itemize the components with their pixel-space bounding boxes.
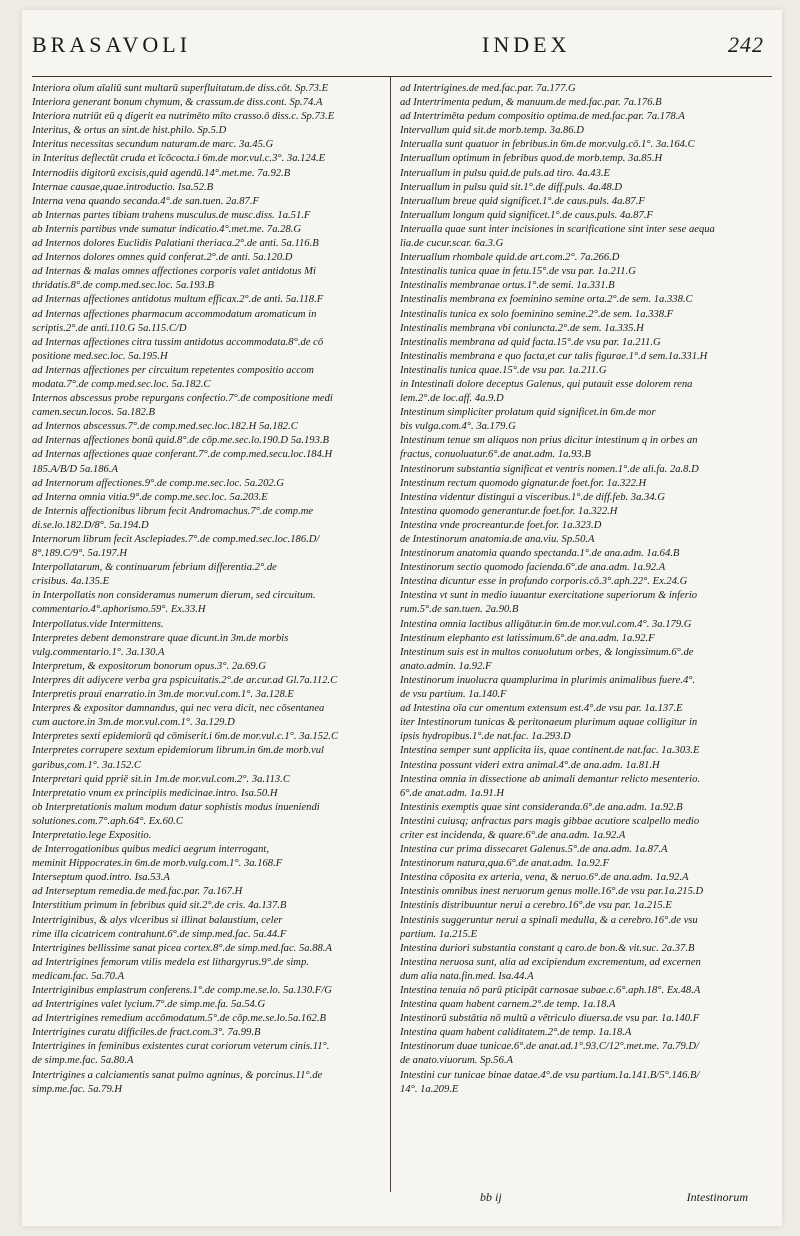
index-entry-line: dum alia nata.fin.med. Isa.44.A — [400, 970, 534, 982]
running-header — [32, 32, 772, 60]
index-entry-line: Interitus necessitas secundum naturam.de marc. 3a.45.G — [32, 139, 274, 151]
index-entry-line: Interuallum in pulsu quid.de puls.ad tiro. 4a.43.E — [400, 167, 611, 179]
index-entry-line: Intestina semper sunt applicita iis, quae continent.de nat.fac. 1a.303.E — [400, 745, 700, 757]
index-entry-line: ad Internas affectiones per circuitum repetentes compositio accom — [32, 364, 314, 376]
index-entry-line: camen.secun.locos. 5a.182.B — [32, 407, 155, 419]
index-entry-line: Interiora oīum aīaliū sunt multarū superfluitatum.de diss.cōt. Sp.73.E — [32, 83, 329, 94]
index-entry-line: Intertrigines curatu difficiles.de fract.com.3°. 7a.99.B — [32, 1027, 261, 1039]
index-entry-line: in Interpollatis non consideramus numerum dierum, sed circuitum. — [32, 590, 316, 602]
index-entry-line: rime illa cicatricem contrahunt.6°.de simp.med.fac. 5a.44.F — [32, 928, 287, 940]
index-entry-line: Intestina vt sunt in medio iuuantur exercitatione superiorum & inferio — [400, 590, 698, 602]
index-entry-line: bis vulga.com.4°. 3a.179.G — [400, 421, 516, 433]
column-divider — [390, 76, 391, 1192]
index-entry-line: ipsis hydropibus.1°.de nat.fac. 1a.293.D — [400, 731, 571, 743]
page-footer — [32, 1190, 772, 1208]
index-entry-line: ad Internas affectiones quae conferant.7°.de comp.med.secu.loc.184.H — [32, 449, 333, 461]
index-entry-line: Intertriginibus, & alys vlceribus si illinat balaustium, celer — [32, 914, 283, 926]
index-entry-line: simp.me.fac. 5a.79.H — [32, 1083, 123, 1095]
index-page — [22, 10, 782, 1226]
index-entry-line: ad Intertrigines remedium accōmodatum.5°.de cōp.me.se.lo.5a.162.B — [32, 1013, 326, 1025]
index-entry-line: iter Intestinorum tunicas & peritonaeum plurimum aquae colligitur in — [400, 717, 698, 729]
index-entry-line: Interpres dit adiycere verba gra pspicuitatis.2°.de ar.cur.ad Gl.7a.112.C — [32, 674, 338, 686]
index-entry-line: Intestinalis membranae ortus.1°.de semi. 1a.331.B — [400, 280, 615, 292]
index-entry-line: Intertriginibus emplastrum conferens.1°.de comp.me.se.lo. 5a.130.F/G — [32, 985, 332, 996]
index-entry-line: medicam.fac. 5a.70.A — [32, 970, 125, 982]
index-entry-line: Intestinis omnibus inest neruorum genus molle.16°.de vsu par.1a.215.D — [400, 886, 704, 898]
index-entry-line: Intestinis exemptis quae sint consideranda.6°.de ana.adm. 1a.92.B — [400, 801, 683, 813]
index-entry-line: 8°.189.C/9°. 5a.197.H — [32, 548, 127, 560]
index-entry-line: Intestina duriori substantia constant q caro.de bon.& vit.suc. 2a.37.B — [400, 942, 695, 954]
index-entry-line: Intestinum elephanto est latissimum.6°.de ana.adm. 1a.92.F — [400, 632, 655, 644]
index-entry-line: Intertrigines in feminibus existentes curat coriorum veterum cinis.11°. — [32, 1041, 330, 1053]
index-entry-line: ad Internos abscessus.7°.de comp.med.sec.loc.182.H 5a.182.C — [32, 421, 298, 433]
index-entry-line: Interpollatarum, & continuarum febrium differentia.2°.de — [32, 562, 277, 574]
index-entry-line: Intestinalis tunica ex solo foeminino semine.2°.de sem. 1a.338.F — [400, 308, 674, 320]
index-entry-line: de anato.viuorum. Sp.56.A — [400, 1055, 513, 1067]
index-entry-line: anato.admin. 1a.92.F — [400, 660, 492, 672]
index-entry-line: Intestinorum anatomia quando spectanda.1°.de ana.adm. 1a.64.B — [400, 548, 680, 560]
index-entry-line: thridatis.8°.de comp.med.sec.loc. 5a.193.B — [32, 280, 214, 292]
signature-mark: bb ij — [480, 1190, 502, 1204]
index-entry-line: ad Intertrigines.de med.fac.par. 7a.177.G — [400, 83, 576, 94]
index-entry-line: ad Intertrigines valet lycium.7°.de simp.me.fa. 5a.54.G — [32, 999, 266, 1011]
index-entry-line: Intestinalis tunica quae in fetu.15°.de vsu par. 1a.211.G — [400, 266, 636, 278]
index-entry-line: Intestinorum substantia significat et ventris nomen.1°.de ali.fa. 2a.8.D — [400, 463, 699, 475]
index-entry-line: solutiones.com.7°.aph.64°. Ex.60.C — [32, 815, 183, 827]
index-entry-line: ad Intestina oīa cur omentum extensum est.4°.de vsu par. 1a.137.E — [400, 703, 683, 715]
index-entry-line: Intestina cōposita ex arteria, vena, & neruo.6°.de ana.adm. 1a.92.A — [400, 872, 689, 884]
header-rule — [32, 76, 772, 77]
index-entry-line: Intertrigines bellissime sanat picea cortex.8°.de simp.med.fac. 5a.88.A — [32, 942, 332, 954]
index-entry-line: Interpretes debent demonstrare quae dicunt.in 3m.de morbis — [32, 632, 289, 644]
index-entry-line: Interpres & expositor damnandus, qui nec vera dicit, nec cōsentanea — [32, 703, 325, 715]
index-entry-line: ad Internas affectiones bonū quid.8°.de cōp.me.sec.lo.190.D 5a.193.B — [32, 435, 329, 447]
header-author: BRASAVOLI — [32, 32, 192, 57]
index-entry-line: Intestina neruosa sunt, alia ad excipiendum excrementum, ad excernen — [400, 956, 701, 968]
index-entry-line: ad Interna omnia vitia.9°.de comp.me.sec.loc. 5a.203.E — [32, 491, 268, 503]
index-entry-line: Interuallum in pulsu quid sit.1°.de diff.puls. 4a.48.D — [400, 181, 622, 193]
index-entry-line: Intestina quam habent caliditatem.2°.de temp. 1a.18.A — [400, 1027, 632, 1039]
left-index-column — [32, 82, 384, 1184]
index-entry-line: ad Internas affectiones citra tussim antidotus accommodata.8°.de cō — [32, 336, 324, 348]
index-entry-line: Intervallum quid sit.de morb.temp. 3a.86.D — [400, 125, 584, 137]
index-entry-line: commentario.4°.aphorismo.59°. Ex.33.H — [32, 604, 206, 616]
index-entry-line: de vsu partium. 1a.140.F — [400, 689, 507, 701]
index-entry-line: Intertrigines a calciamentis sanat pulmo agninus, & porcinus.11°.de — [32, 1069, 323, 1081]
index-entry-line: ob Interpretationis malum modum datur sophistis modus inueniendi — [32, 801, 320, 813]
index-entry-line: ad Internas & malas omnes affectiones corporis valet antidotus Mi — [32, 266, 316, 278]
index-entry-line: Intestina vnde procreantur.de foet.for. 1a.323.D — [400, 519, 602, 531]
index-entry-line: de Intestinorum anatomia.de ana.viu. Sp.50.A — [400, 534, 595, 545]
index-entry-line: 6°.de anat.adm. 1a.91.H — [400, 787, 504, 799]
index-entry-line: Internodiis digitorū excisis,quid agendū.14°.met.me. 7a.92.B — [32, 167, 291, 179]
index-entry-line: rum.5°.de san.tuen. 2a.90.B — [400, 604, 519, 616]
index-entry-line: 185.A/B/D 5a.186.A — [32, 463, 118, 475]
index-entry-line: di.se.lo.182.D/8°. 5a.194.D — [32, 519, 149, 531]
index-entry-line: de Internis affectionibus librum fecit Andromachus.7°.de comp.me — [32, 505, 314, 517]
index-entry-line: Intestina cur prima dissecaret Galenus.5°.de ana.adm. 1a.87.A — [400, 844, 668, 856]
index-entry-line: Intestinalis membrana ad quid facta.15°.de vsu par. 1a.211.G — [400, 336, 661, 348]
index-entry-line: meminit Hippocrates.in 6m.de morb.vulg.com.1°. 3a.168.F — [32, 858, 283, 870]
index-entry-line: modata.7°.de comp.med.sec.loc. 5a.182.C — [32, 378, 211, 390]
index-entry-line: Interualla quae sunt inter incisiones in scarificatione sint inter sese aequa — [400, 223, 715, 235]
index-entry-line: Intestinorum inuolucra quamplurima in plurimis animalibus fuere.4°. — [400, 674, 696, 686]
index-entry-line: Internae causae,quae.introductio. Isa.52.B — [32, 181, 214, 193]
index-entry-line: ad Internas affectiones pharmacum accommodatum aromaticum in — [32, 308, 317, 320]
index-entry-line: Interuallum rhombale quid.de art.com.2°. 7a.266.D — [400, 252, 620, 264]
index-entry-line: Intestina omnia lactibus alligātur.in 6m.de mor.vul.com.4°. 3a.179.G — [400, 618, 692, 630]
index-entry-line: Intestinum suis est in multos conuolutum orbes, & longissimum.6°.de — [400, 646, 694, 658]
index-entry-line: Intestina quomodo generantur.de foet.for. 1a.322.H — [400, 505, 618, 517]
index-entry-line: Interpretes sexti epidemiorū qd cōmiserit.i 6m.de mor.vul.c.1°. 3a.152.C — [32, 731, 339, 743]
index-entry-line: Intestina omnia in dissectione ab animali demantur relicto mesenterio. — [400, 773, 701, 785]
right-index-column — [400, 82, 764, 1184]
index-entry-line: Interualla sunt quatuor in febribus.in 6m.de mor.vulg.cō.1°. 3a.164.C — [400, 139, 695, 151]
index-entry-line: Intestinorū substātia nō multū a vētriculo diuersa.de vsu par. 1a.140.F — [400, 1013, 700, 1025]
index-entry-line: Internos abscessus probe repurgans confectio.7°.de compositione medi — [32, 393, 333, 405]
index-entry-line: Intestinum tenue sm aliquos non prius dicitur intestinum q in orbes an — [400, 435, 698, 447]
index-entry-line: ad Internas affectiones antidotus multum efficax.2°.de anti. 5a.118.F — [32, 294, 324, 306]
index-entry-line: Interpollatus.vide Intermittens. — [32, 618, 164, 630]
index-entry-line: Intestinalis membrana ex foeminino semine orta.2°.de sem. 1a.338.C — [400, 294, 693, 306]
index-entry-line: Intestinalis membrana e quo facta,et cur talis figurae.1°.d sem.1a.331.H — [400, 350, 708, 362]
index-entry-line: Intestina possunt videri extra animal.4°.de ana.adm. 1a.81.H — [400, 759, 660, 771]
index-entry-line: ad Intertrimenta pedum, & manuum.de med.fac.par. 7a.176.B — [400, 97, 662, 109]
index-entry-line: Intestinis distribuuntur nerui a cerebro.16°.de vsu par. 1a.215.E — [400, 900, 672, 912]
index-entry-line: Interstitium primum in febribus quid sit.2°.de cris. 4a.137.B — [32, 900, 287, 912]
index-entry-line: ad Internos dolores omnes quid conferat.2°.de anti. 5a.120.D — [32, 252, 293, 264]
index-entry-line: ad Interseptum remedia.de med.fac.par. 7a.167.H — [32, 886, 243, 898]
index-entry-line: Intestinalis membrana vbi coniuncta.2°.de sem. 1a.335.H — [400, 322, 644, 334]
index-entry-line: Interpretis praui enarratio.in 3m.de mor.vul.com.1°. 3a.128.E — [32, 689, 294, 701]
index-entry-line: crisibus. 4a.135.E — [32, 576, 110, 588]
index-entry-line: de Interrogationibus quibus medici aegrum interrogant, — [32, 844, 269, 856]
index-entry-line: ad Intertrigines femorum vtilis medela est lithargyrus.9°.de simp. — [32, 956, 309, 968]
index-entry-line: positione med.sec.loc. 5a.195.H — [32, 350, 168, 362]
index-entry-line: in Intestinali dolore deceptus Galenus, qui putauit esse dolorem rena — [400, 378, 693, 390]
index-entry-line: ad Internorum affectiones.9°.de comp.me.sec.loc. 5a.202.G — [32, 477, 284, 489]
index-entry-line: fractus, conuoluatur.6°.de anat.adm. 1a.93.B — [400, 449, 591, 461]
index-entry-line: Intestina videntur distingui a visceribus.1°.de diff.feb. 3a.34.G — [400, 491, 665, 503]
index-entry-line: Interiora generant bonum chymum, & crassum.de diss.cont. Sp.74.A — [32, 97, 323, 109]
index-entry-line: Intestinum simpliciter prolatum quid significet.in 6m.de mor — [400, 407, 656, 419]
index-entry-line: Interpretatio vnum ex principiis medicinae.intro. Isa.50.H — [32, 787, 278, 799]
index-entry-line: ab Internis partibus vnde sumatur indicatio.4°.met.me. 7a.28.G — [32, 223, 302, 235]
index-entry-line: Interiora nutriūt eū q digerit ea nutrimēto mīto crasso.ō diss.c. Sp.73.E — [32, 111, 335, 123]
catchword: Intestinorum — [686, 1190, 748, 1204]
index-entry-line: ab Internas partes tibiam trahens musculus.de musc.diss. 1a.51.F — [32, 209, 311, 221]
index-entry-line: lia.de cucur.scar. 6a.3.G — [400, 238, 504, 250]
index-entry-line: in Interitus deflectūt cruda et īcōcocta.i 6m.de mor.vul.c.3°. 3a.124.E — [32, 153, 326, 165]
index-entry-line: Intestinorum natura,qua.6°.de anat.adm. 1a.92.F — [400, 858, 610, 870]
index-entry-line: Intestinis suggeruntur nerui a spinali medulla, & a cerebro.16°.de vsu — [400, 914, 698, 926]
index-entry-line: Intestina tenuia nō parū pticipāt carnosae subae.c.6°.aph.18°. Ex.48.A — [400, 985, 701, 996]
index-entry-line: Intestini cuiusq; anfractus pars magis gibbae acutiore scalpello medio — [400, 815, 700, 827]
index-entry-line: garibus,com.1°. 3a.152.C — [32, 759, 141, 771]
index-entry-line: Interpretum, & expositorum bonorum opus.3°. 2a.69.G — [32, 660, 266, 672]
index-entry-line: ad Intertrimēta pedum compositio optima.de med.fac.par. 7a.178.A — [400, 111, 685, 123]
index-entry-line: criter est incidenda, & quare.6°.de ana.adm. 1a.92.A — [400, 829, 626, 841]
index-entry-line: Interna vena quando secanda.4°.de san.tuen. 2a.87.F — [32, 195, 259, 207]
index-entry-line: Interuallum optimum in febribus quod.de morb.temp. 3a.85.H — [400, 153, 663, 165]
index-entry-line: cum auctore.in 3m.de mor.vul.com.1°. 3a.129.D — [32, 717, 235, 729]
index-entry-line: scriptis.2°.de anti.110.G 5a.115.C/D — [32, 322, 187, 334]
index-entry-line: ad Internos dolores Euclidis Palatiani theriaca.2°.de anti. 5a.116.B — [32, 238, 319, 250]
index-entry-line: de simp.me.fac. 5a.80.A — [32, 1055, 134, 1067]
index-entry-line: Interseptum quod.intro. Isa.53.A — [32, 872, 170, 884]
index-entry-line: Internorum librum fecit Asclepiades.7°.de comp.med.sec.loc.186.D/ — [32, 534, 320, 545]
page-number: 242 — [728, 32, 764, 57]
index-entry-line: Intestinorum sectio quomodo facienda.6°.de ana.adm. 1a.92.A — [400, 562, 666, 574]
index-entry-line: Interpretes corrupere sextum epidemiorum librum.in 6m.de morb.vul — [32, 745, 324, 757]
index-entry-line: Intestini cur tunicae binae datae.4°.de vsu partium.1a.141.B/5°.146.B/ — [400, 1069, 700, 1081]
index-entry-line: Intestinorum duae tunicae.6°.de anat.ad.1°.93.C/12°.met.me. 7a.79.D/ — [400, 1041, 699, 1053]
index-entry-line: vulg.commentario.1°. 3a.130.A — [32, 646, 165, 658]
index-entry-line: Intestina dicuntur esse in profundo corporis.cō.3°.aph.22°. Ex.24.G — [400, 576, 688, 588]
index-entry-line: Interuallum breue quid significet.1°.de caus.puls. 4a.87.F — [400, 195, 645, 207]
index-entry-line: Intestinum rectum quomodo gignatur.de foet.for. 1a.322.H — [400, 477, 647, 489]
index-entry-line: Interitus, & ortus an sint.de hist.philo. Sp.5.D — [32, 125, 227, 137]
index-entry-line: Interpretari quid ppriē sit.in 1m.de mor.vul.com.2°. 3a.113.C — [32, 773, 290, 785]
header-section-title: INDEX — [482, 32, 571, 57]
index-entry-line: Interpretatio.lege Expositio. — [32, 829, 152, 841]
index-entry-line: Intestina quam habent carnem.2°.de temp. 1a.18.A — [400, 999, 616, 1011]
index-entry-line: Interuallum longum quid significet.1°.de caus.puls. 4a.87.F — [400, 209, 653, 221]
index-entry-line: partium. 1a.215.E — [400, 928, 478, 940]
index-entry-line: Intestinalis tunica quae.15°.de vsu par. 1a.211.G — [400, 364, 607, 376]
index-entry-line: lem.2°.de loc.aff. 4a.9.D — [400, 393, 504, 405]
index-entry-line: 14°. 1a.209.E — [400, 1083, 459, 1095]
